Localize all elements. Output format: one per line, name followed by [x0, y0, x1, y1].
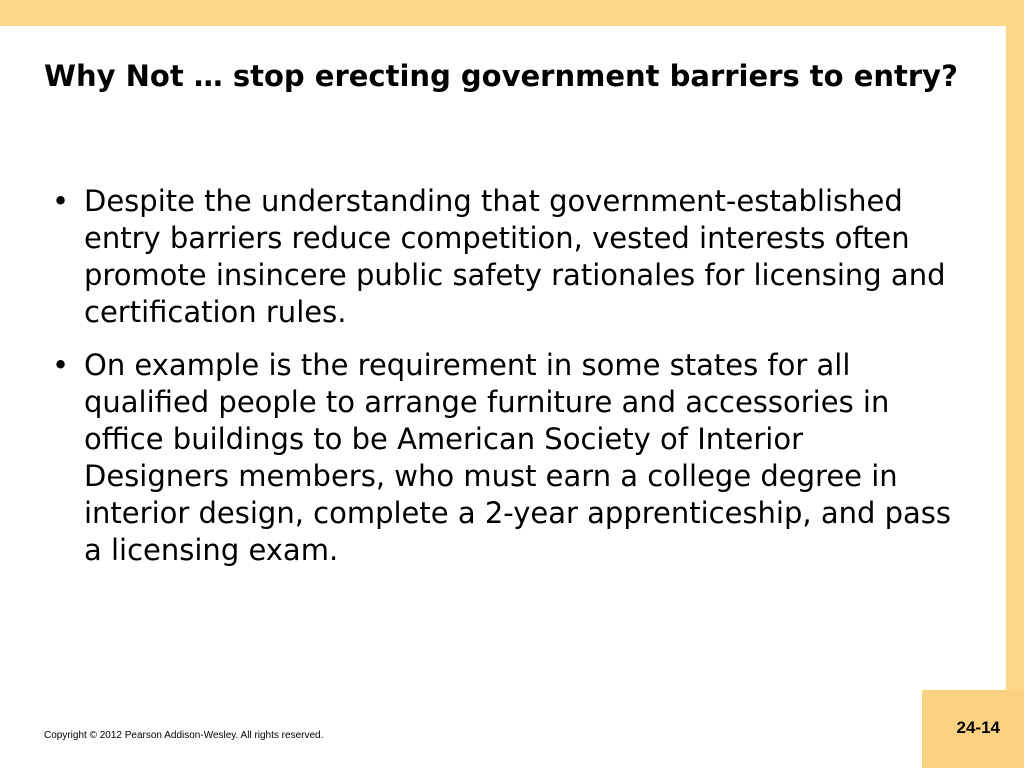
copyright-notice: Copyright © 2012 Pearson Addison-Wesley. All rights reserved. — [44, 730, 324, 741]
bullet-text: On example is the requirement in some states for all qualified people to arrange furniture and accessories in office buildings to be American Society of Interior Designers members, who must earn a college degree in interior design, complete a 2-year apprenticeship, and pass a licensing exam. — [84, 348, 952, 567]
slide-title: Why Not … stop erecting government barriers to entry? — [44, 59, 958, 93]
bullet-list — [46, 183, 956, 585]
page-number: 24-14 — [956, 718, 1000, 737]
bullet-item — [46, 347, 956, 569]
page-number-box — [922, 690, 1024, 768]
right-accent-bar — [1006, 0, 1024, 768]
bullet-text: Despite the understanding that government-established entry barriers reduce competition, vested interests often promote insincere public safety rationales for licensing and certification rules. — [84, 184, 946, 329]
top-accent-bar — [0, 0, 1024, 26]
bullet-item — [46, 183, 956, 331]
bullet-dot-icon: • — [52, 348, 70, 382]
bullet-dot-icon: • — [52, 184, 70, 218]
